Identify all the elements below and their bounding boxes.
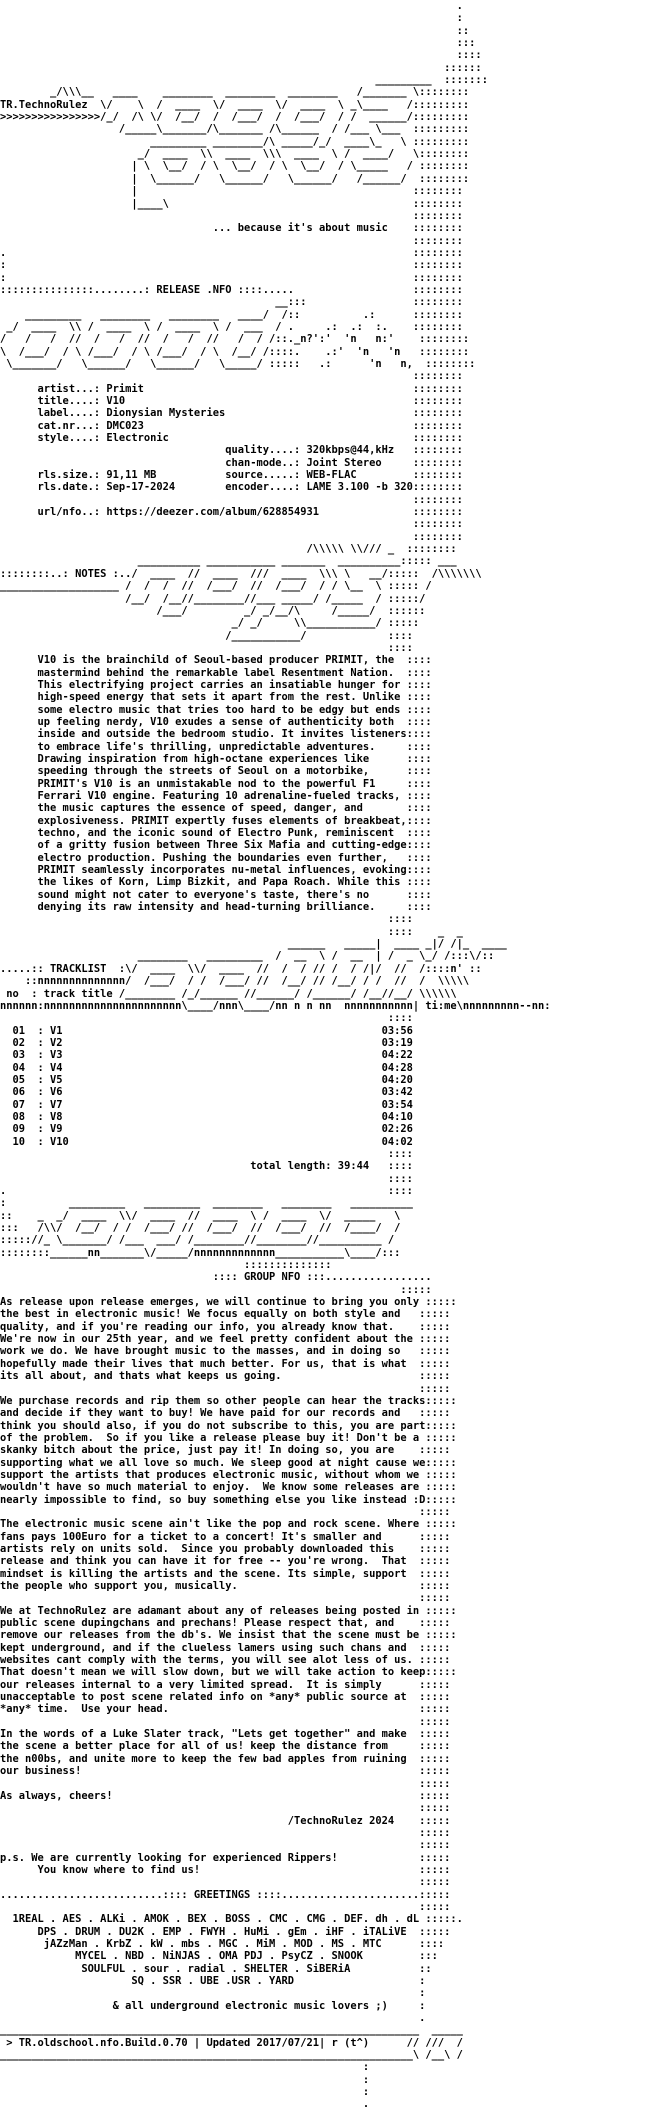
nfo-line: chan-mode..: Joint Stereo :::::::: <box>0 456 463 469</box>
nfo-line: ::::: <box>0 1505 451 1518</box>
nfo-line: support the artists that produces electronic music, without whom we ::::: <box>0 1468 457 1481</box>
nfo-line: : :::::::: <box>0 271 463 284</box>
nfo-line: ::::://_ \_______/ /___ ___/ /________//________//__________ / <box>0 1234 395 1247</box>
nfo-line: kept underground, and if the clueless lamers using such chans and ::::: <box>0 1641 451 1654</box>
nfo-line: The electronic music scene ain't like the pop and rock scene. Where ::::: <box>0 1518 457 1531</box>
nfo-line: | \______/ \______/ \______/ /______/ :::::::: <box>0 172 470 185</box>
nfo-line: electro production. Pushing the boundaries even further, :::: <box>0 851 432 864</box>
nfo-line: :::::::: <box>0 518 463 531</box>
nfo-line: :::: <box>0 1147 413 1160</box>
nfo-line: 09 : V9 02:26 <box>0 1123 413 1136</box>
nfo-line: :::: <box>0 1172 413 1185</box>
nfo-line: :::: GROUP NFO :::................. <box>0 1271 432 1284</box>
nfo-line: think you should also, if you do not subscribe to this, you are part::::: <box>0 1419 457 1432</box>
nfo-line: the people who support you, musically. ::::: <box>0 1580 451 1592</box>
nfo-line: nearly impossible to find, so buy something else you like instead :D::::: <box>0 1493 457 1506</box>
nfo-line: rls.date.: Sep-17-2024 encoder....: LAME 3.100 -b 320:::::::: <box>0 481 463 494</box>
nfo-line: the n00bs, and unite more to keep the few bad apples from ruining ::::: <box>0 1752 451 1765</box>
nfo-line: label....: Dionysian Mysteries :::::::: <box>0 407 463 420</box>
nfo-line: artist...: Primit :::::::: <box>0 382 463 395</box>
nfo-line: /TechnoRulez 2024 ::::: <box>0 1814 451 1827</box>
nfo-line: | \ \__/ / \ \__/ / \ \__/ / \_____ / :::::::: <box>0 160 470 173</box>
nfo-line: work we do. We have brought music to the masses, and in doing so ::::: <box>0 1345 451 1358</box>
nfo-line: quality....: 320kbps@44,kHz :::::::: <box>0 444 463 457</box>
nfo-line: techno, and the iconic sound of Electro Punk, reminiscent :::: <box>0 827 432 840</box>
nfo-line: . <box>0 2012 426 2025</box>
nfo-line: : :::::::: <box>0 259 463 272</box>
nfo-line: wouldn't have so much material to enjoy. We know some releases are ::::: <box>0 1481 457 1494</box>
nfo-line: As release upon release emerges, we will continue to bring you only ::::: <box>0 1296 457 1309</box>
nfo-line: 04 : V4 04:28 <box>0 1061 413 1074</box>
nfo-line: ___________________ / / / // /___/ // /___/ / / \__ \ ::::: / <box>0 580 432 593</box>
nfo-line: :::: <box>0 49 482 62</box>
nfo-line: explosiveness. PRIMIT expertly fuses elements of breakbeat,:::: <box>0 814 432 827</box>
nfo-line: SQ . SSR . UBE .USR . YARD : <box>0 1975 426 1987</box>
nfo-line: _________ ________ ________ ____/ /:: .: :::::::: <box>0 308 463 321</box>
nfo-line: ______ _____| ____ _|/ /|_ ____ <box>0 938 507 951</box>
nfo-line: PRIMIT's V10 is an unmistakable nod to the powerful F1 :::: <box>0 777 432 790</box>
nfo-line: :::::::::::::::........: RELEASE .NFO ::::..... :::::::: <box>0 283 463 296</box>
nfo-line: TR.TechnoRulez \/ \ / ____ \/ ____ \/ ____ \ _\____ /::::::::: <box>0 98 470 111</box>
nfo-line: ::::: <box>0 1283 432 1296</box>
nfo-line: our releases internal to a very limited spread. It is simply ::::: <box>0 1678 451 1691</box>
nfo-line: : <box>0 12 463 25</box>
nfo-line: ::::: <box>0 1839 451 1852</box>
nfo-line: some electro music that tries too hard to be edgy but ends :::: <box>0 703 432 716</box>
nfo-line: _/\\\__ ____ ________ ________ ________ /_______ \:::::::: <box>0 86 470 99</box>
nfo-line: 1REAL . AES . ALKi . AMOK . BEX . BOSS . CMC . CMG . DEF. dh . dL :::::. <box>0 1913 463 1926</box>
nfo-line: Drawing inspiration from high-octane experiences like :::: <box>0 752 432 765</box>
nfo-line: ::::: <box>0 1876 451 1889</box>
nfo-line: *any* time. Use your head. ::::: <box>0 1703 451 1716</box>
nfo-line: 02 : V2 03:19 <box>0 1036 413 1049</box>
nfo-line: We at TechnoRulez are adamant about any of releases being posted in ::::: <box>0 1604 457 1617</box>
nfo-line: ::::: <box>0 1802 451 1815</box>
nfo-line: jAZzMan . KrbZ . kW . mbs . MGC . MiM . MOD . MS . MTC :::: <box>0 1937 445 1950</box>
nfo-line: Ferrari V10 engine. Featuring 10 adrenaline-fueled tracks, :::: <box>0 790 432 802</box>
nfo-line: quality, and if you're reading our info, you already know that. ::::: <box>0 1320 451 1333</box>
nfo-line: ::: <box>0 37 476 50</box>
nfo-line: the music captures the essence of speed, danger, and :::: <box>0 802 432 815</box>
nfo-line: \ /___/ / \ /___/ / \ /___/ / \ /__/ /::::. .:' 'n 'n :::::::: <box>0 345 470 358</box>
nfo-line: ::::: <box>0 1382 451 1395</box>
nfo-line: 06 : V6 03:42 <box>0 1086 413 1099</box>
nfo-line: ::::: <box>0 1826 451 1839</box>
nfo-line: denying its raw intensity and head-turning brilliance. :::: <box>0 901 432 914</box>
nfo-line: ::: /\\/ /__/ / / /___/ // /___/ // /___/ // /____/ / <box>0 1222 401 1235</box>
nfo-line: :::::::: <box>0 370 463 383</box>
nfo-line: :::::::: <box>0 493 463 506</box>
nfo-line: /_____\_______/\_______ /\______ / /___ \___ ::::::::: <box>0 123 470 136</box>
nfo-line: nnnnnn:nnnnnnnnnnnnnnnnnnnnnn\____/nnn\____/nn n n nn nnnnnnnnnnn| ti:me\nnnnnnnnn--nn: <box>0 999 551 1012</box>
nfo-line: . :::::::: <box>0 246 463 259</box>
nfo-line: /___/ _/ _/__/\ /_____/ :::::: <box>0 604 426 617</box>
nfo-line: the best in electronic music! We focus equally on both style and ::::: <box>0 1308 451 1321</box>
nfo-line: | :::::::: <box>0 185 463 198</box>
nfo-line: 10 : V10 04:02 <box>0 1135 413 1148</box>
nfo-line: 05 : V5 04:20 <box>0 1073 413 1086</box>
nfo-line: V10 is the brainchild of Seoul-based producer PRIMIT, the :::: <box>0 654 432 667</box>
nfo-line: _________ ________/\ _____/_/ ____\_ \ ::::::::: <box>0 135 470 148</box>
nfo-line: \_______/ \______/ \______/ \_____/ ::::: .: 'n n, :::::::: <box>0 357 476 370</box>
nfo-line: We're now in our 25th year, and we feel pretty confident about the ::::: <box>0 1333 451 1346</box>
nfo-line: __::: :::::::: <box>0 296 463 309</box>
nfo-line: unacceptable to post scene related info on *any* public source at ::::: <box>0 1691 451 1704</box>
nfo-line: title....: V10 :::::::: <box>0 395 463 407</box>
nfo-line: sound might not cater to everyone's taste, there's no :::: <box>0 888 432 901</box>
nfo-line: : <box>0 2086 370 2099</box>
nfo-line: : _________ _________ ________ ________ __________ <box>0 1197 413 1210</box>
nfo-line: and decide if they want to buy! We have paid for our records and ::::: <box>0 1407 451 1420</box>
nfo-line: public scene dupingchans and prechans! Please respect that, and ::::: <box>0 1617 451 1630</box>
nfo-line: :: <box>0 24 470 37</box>
nfo-line: cat.nr...: DMC023 :::::::: <box>0 419 463 432</box>
nfo-line: its all about, and thats what keeps us going. ::::: <box>0 1370 451 1383</box>
nfo-line: PRIMIT seamlessly incorporates nu-metal influences, evoking:::: <box>0 864 432 877</box>
nfo-line: high-speed energy that sets it apart from the rest. Unlike :::: <box>0 691 432 704</box>
nfo-line: DPS . DRUM . DU2K . EMP . FWYH . HuMi . gEm . iHF . iTALiVE ::::: <box>0 1925 451 1938</box>
nfo-line: 08 : V8 04:10 <box>0 1110 413 1123</box>
nfo-line: > TR.oldschool.nfo.Build.0.70 | Updated 2017/07/21| r (t^) // /// / <box>0 2036 463 2049</box>
nfo-line: supporting what we all love so much. We sleep good at night cause we::::: <box>0 1456 457 1469</box>
nfo-line: speeding through the streets of Seoul on a motorbike, :::: <box>0 765 432 778</box>
nfo-line: 03 : V3 04:22 <box>0 1049 413 1062</box>
nfo-line: :::::::: <box>0 234 463 247</box>
nfo-line: artists rely on units sold. Since you probably downloaded this ::::: <box>0 1542 451 1555</box>
nfo-line: of a gritty fusion between Three Six Mafia and cutting-edge:::: <box>0 839 432 852</box>
nfo-line: ___________________________________________________________________ _____ <box>0 2024 463 2037</box>
nfo-line: . <box>0 2098 370 2111</box>
nfo-line: release and think you can have it for free -- you're wrong. That ::::: <box>0 1555 451 1568</box>
nfo-line: :::::::::::::: <box>0 1259 332 1272</box>
nfo-line: skanky bitch about the price, just pay it! In doing so, you are ::::: <box>0 1444 451 1457</box>
nfo-line: of the problem. So if you like a release please buy it! Don't be a ::::: <box>0 1431 457 1444</box>
nfo-line: :::::: <box>0 61 482 74</box>
nfo-line: 01 : V1 03:56 <box>0 1024 413 1037</box>
nfo-line: /__/ /__//________//___ _____/ /_____ / :::::/ <box>0 592 426 605</box>
nfo-line: websites cant comply with the terms, you will see alot less of us. ::::: <box>0 1654 451 1667</box>
nfo-line: / / / // / / // / / // / / /::._n?':' 'n n:' :::::::: <box>0 333 470 346</box>
nfo-line: up feeling nerdy, V10 exudes a sense of authenticity both :::: <box>0 715 432 728</box>
nfo-line: rls.size.: 91,11 MB source.....: WEB-FLAC :::::::: <box>0 469 463 482</box>
nfo-line: This electrifying project carries an insatiable hunger for :::: <box>0 678 432 691</box>
nfo-line: :: _ _/ ____ \\/ ____ // ____ \ / ____ \/ _____ \ <box>0 1209 401 1222</box>
nfo-line: remove our releases from the db's. We insist that the scene must be ::::: <box>0 1629 457 1642</box>
nfo-line: the scene a better place for all of us! keep the distance from ::::: <box>0 1740 451 1753</box>
nfo-line: & all underground electronic music lovers ;) : <box>0 1999 426 2012</box>
nfo-line: /___________/ :::: <box>0 629 413 642</box>
nfo-line: In the words of a Luke Slater track, "Lets get together" and make ::::: <box>0 1728 451 1741</box>
nfo-line: You know where to find us! ::::: <box>0 1863 451 1876</box>
nfo-line: url/nfo..: https://deezer.com/album/628854931 :::::::: <box>0 506 463 519</box>
nfo-line: : <box>0 2061 370 2074</box>
nfo-line: _/ _/ \\___________/ ::::: <box>0 617 420 630</box>
nfo-line: to embrace life's thrilling, unpredictable adventures. :::: <box>0 740 432 753</box>
nfo-line: _________ ::::::: <box>0 74 488 87</box>
nfo-line: no : track title /________ /_/______ //______/ /______/ /__//__/ \\\\\\ <box>0 987 457 1000</box>
nfo-line: ... because it's about music :::::::: <box>0 222 463 235</box>
nfo-line: : <box>0 2073 370 2086</box>
nfo-line: 07 : V7 03:54 <box>0 1098 413 1111</box>
nfo-line: total length: 39:44 :::: <box>0 1160 413 1173</box>
nfo-line: our business! ::::: <box>0 1765 451 1778</box>
nfo-line: ::::: <box>0 1777 451 1790</box>
nfo-line: . :::: <box>0 1185 413 1197</box>
nfo-line: the likes of Korn, Limp Bizkit, and Papa Roach. While this :::: <box>0 876 432 889</box>
nfo-line: __________ ___________ _______ __________::::: ___ <box>0 555 457 568</box>
nfo-line: As always, cheers! ::::: <box>0 1789 451 1802</box>
nfo-line: style....: Electronic :::::::: <box>0 432 463 445</box>
nfo-line: p.s. We are currently looking for experienced Rippers! ::::: <box>0 1851 451 1864</box>
nfo-line: :::: <box>0 641 413 654</box>
nfo-line: ________ _________ / __ \ / __ | / _ \_/ /:::\/:: <box>0 950 495 963</box>
nfo-line: :::::::: <box>0 530 463 543</box>
nfo-line: _/ ____ \\ ____ \\\ ____ \ / ____/ \:::::::: <box>0 148 470 161</box>
nfo-line: . <box>0 0 463 12</box>
nfo-line: ::::::::..: NOTES :../ ____ // ____ /// ____ \\\ \ __/::::: /\\\\\\\ <box>0 567 482 580</box>
nfo-line: We purchase records and rip them so other people can hear the tracks::::: <box>0 1394 457 1407</box>
nfo-line: ::::: <box>0 1900 451 1913</box>
nfo-line: >>>>>>>>>>>>>>>>/_/ /\ \/ /__/ / /___/ / /___/ / / ______/::::::::: <box>0 111 470 124</box>
nfo-line: MYCEL . NBD . NiNJAS . OMA PDJ . PsyCZ . SNOOK ::: <box>0 1950 438 1963</box>
nfo-line: /\\\\\ \\/// _ :::::::: <box>0 543 457 556</box>
nfo-line: |____\ :::::::: <box>0 197 463 210</box>
nfo-line: ::::: <box>0 1592 451 1605</box>
nfo-line: fans pays 100Euro for a ticket to a concert! It's smaller and ::::: <box>0 1530 451 1543</box>
nfo-line: ..........................:::: GREETINGS ::::......................::::: <box>0 1888 451 1901</box>
nfo-line: ::nnnnnnnnnnnnnn/ /___/ / / /___/ // /__/ // /__/ / / // / \\\\\ <box>0 975 470 988</box>
nfo-line: :::: <box>0 1012 413 1025</box>
nfo-line: :::: _ _ <box>0 925 463 938</box>
nfo-line: :::::::: <box>0 209 463 222</box>
nfo-line: mastermind behind the remarkable label Resentment Nation. :::: <box>0 666 432 679</box>
nfo-line: inside and outside the bedroom studio. It invites listeners:::: <box>0 728 432 741</box>
nfo-line: ::::: <box>0 1715 451 1728</box>
nfo-line: _/ ____ \\ / ____ \ / ____ \ / ___ / . .: .: :. :::::::: <box>0 320 463 333</box>
nfo-line: hopefully made their lives that much better. For us, that is what ::::: <box>0 1357 451 1370</box>
nfo-line: __________________________________________________________________\ /__\ / <box>0 2049 463 2062</box>
nfo-line: ::::::::______nn_______\/_____/nnnnnnnnnnnnn___________\____/::: <box>0 1246 401 1259</box>
nfo-line: SOULFUL . sour . radial . SHELTER . SiBERiA :: <box>0 1962 432 1975</box>
nfo-line: That doesn't mean we will slow down, but we will take action to keep::::: <box>0 1666 457 1679</box>
nfo-line: mindset is killing the artists and the scene. Its simple, support ::::: <box>0 1567 451 1580</box>
nfo-line: : <box>0 1987 426 2000</box>
nfo-line: :::: <box>0 913 413 926</box>
nfo-line: .....:: TRACKLIST :\/ ____ \\/ ____ // / / // / / /|/ // /::::n' :: <box>0 962 482 975</box>
